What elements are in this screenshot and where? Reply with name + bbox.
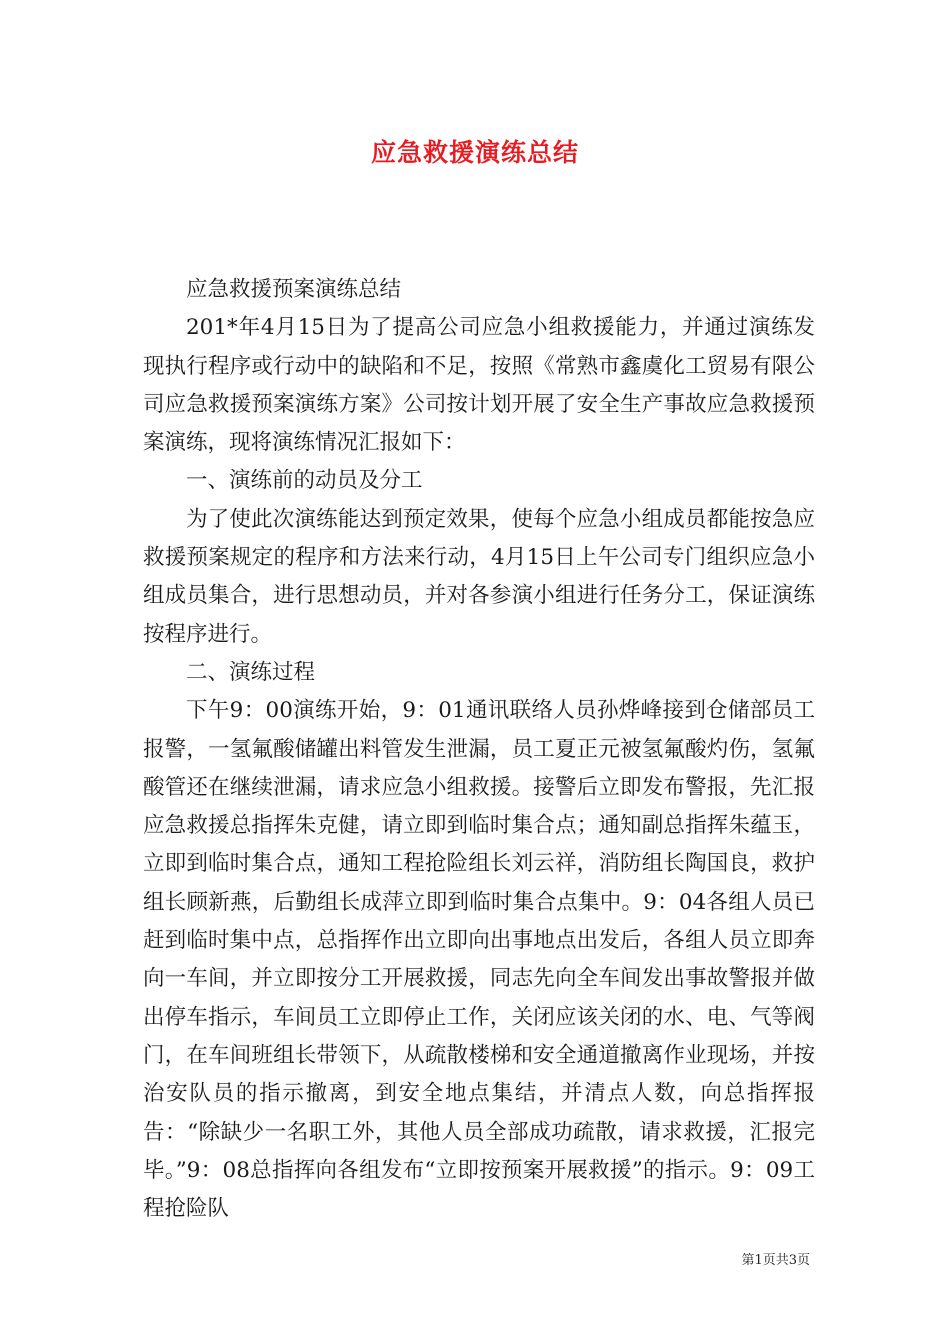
document-title: 应急救援演练总结 — [370, 138, 579, 167]
document-body — [143, 271, 815, 1228]
paragraph-process: 下午9：00演练开始，9：01通讯联络人员孙烨峰接到仓储部员工报警，一氢氟酸储罐出料管发生泄漏，员工夏正元被氢氟酸灼伤，氢氟酸管还在继续泄漏，请求应急小组救援。接警后立即发布警报，先汇报应急救援总指挥朱克健，请立即到临时集合点；通知副总指挥朱蕴玉，立即到临时集合点，通知工程抢险组长刘云祥，消防组长陶国良，救护组长顾新燕，后勤组长成萍立即到临时集合点集中。9：04各组人员已赶到临时集中点，总指挥作出立即向出事地点出发后，各组人员立即奔向一车间，并立即按分工开展救援，同志先向全车间发出事故警报并做出停车指示，车间员工立即停止工作，关闭应该关闭的水、电、气等阀门，在车间班组长带领下，从疏散楼梯和安全通道撤离作业现场，并按治安队员的指示撤离，到安全地点集结，并清点人数，向总指挥报告：“除缺少一名职工外，其他人员全部成功疏散，请求救援，汇报完毕。”9：08总指挥向各组发布“立即按预案开展救援”的指示。9：09工程抢险队 — [143, 698, 815, 1222]
section-heading-2: 二、演练过程 — [186, 659, 316, 685]
section-heading-1: 一、演练前的动员及分工 — [186, 468, 423, 494]
paragraph-mobilization: 为了使此次演练能达到预定效果，使每个应急小组成员都能按急应救援预案规定的程序和方法来行动，4月15日上午公司专门组织应急小组成员集合，进行思想动员，并对各参演小组进行任务分工，保证演练按程序进行。 — [143, 506, 815, 647]
paragraph-subtitle: 应急救援预案演练总结 — [186, 277, 402, 302]
paragraph-intro: 201*年4月15日为了提高公司应急小组救援能力，并通过演练发现执行程序或行动中的缺陷和不足，按照《常熟市鑫虞化工贸易有限公司应急救援预案演练方案》公司按计划开展了安全生产事故应急救援预案演练，现将演练情况汇报如下： — [143, 315, 815, 456]
page-number: 第1页共3页 — [741, 1253, 810, 1268]
